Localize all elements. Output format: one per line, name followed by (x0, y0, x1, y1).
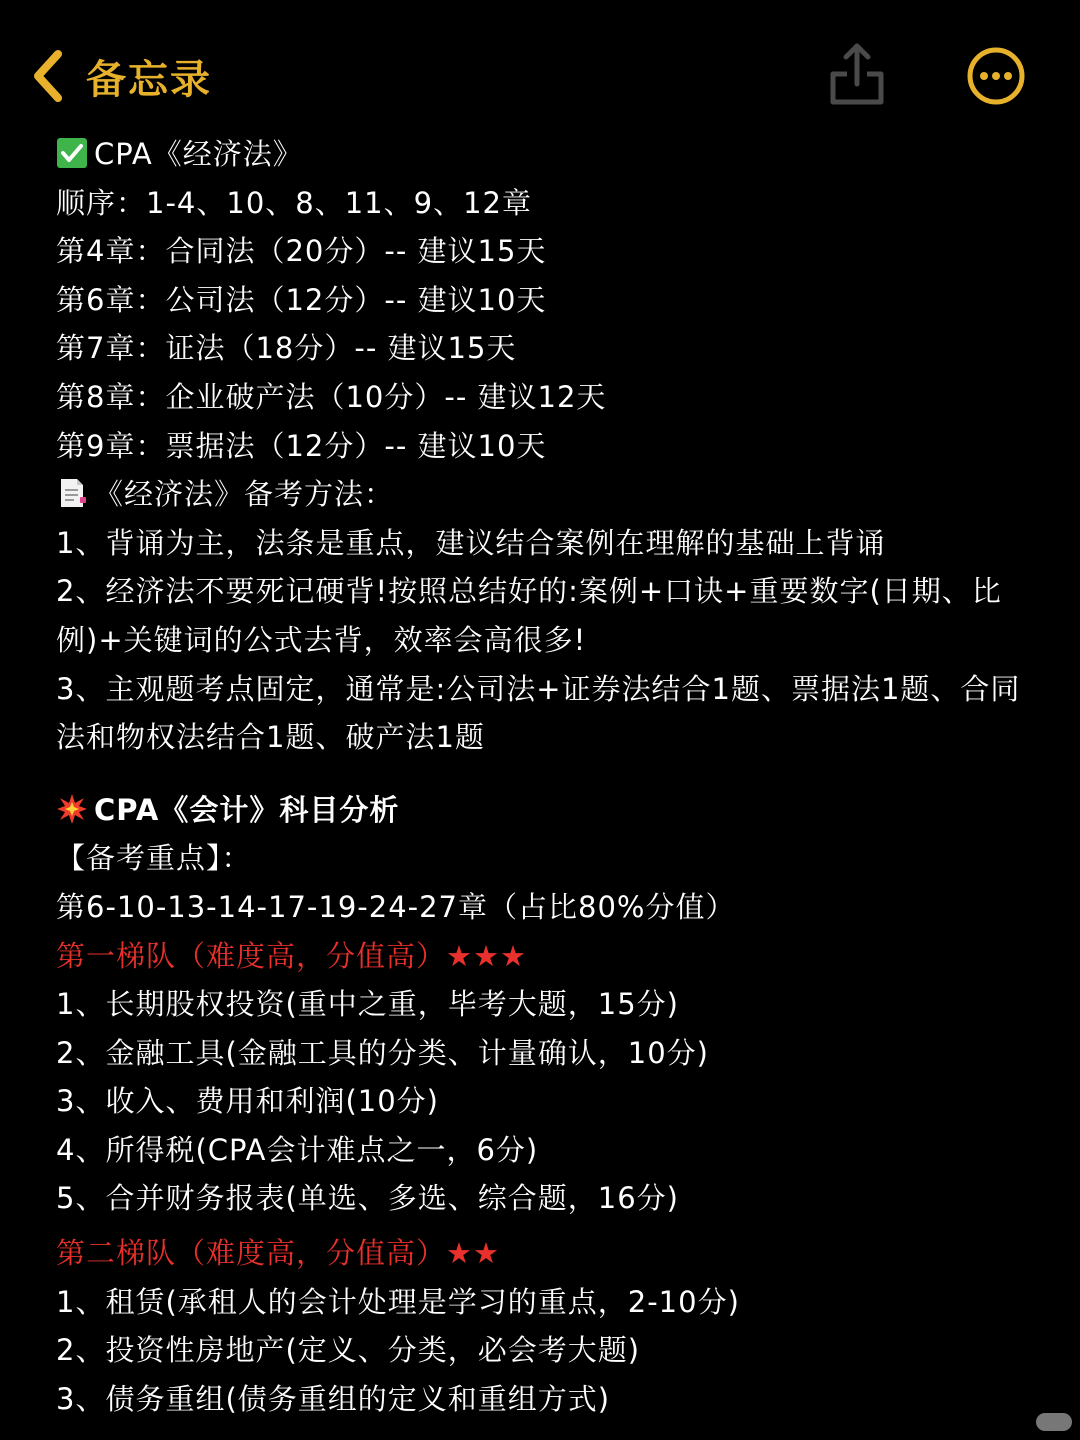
chapter-order: 顺序：1-4、10、8、11、9、12章 (56, 185, 532, 220)
check-box-icon (56, 137, 88, 169)
chapter-line: 第4章：合同法（20分）-- 建议15天 (56, 234, 547, 269)
section-title-law (56, 130, 1046, 179)
tier-item: 2、投资性房地产(定义、分类，必会考大题) (56, 1333, 641, 1368)
ellipsis-circle-icon[interactable] (966, 46, 1026, 106)
back-label: 备忘录 (86, 56, 212, 103)
star-rating: ★★★ (446, 938, 528, 973)
chevron-left-icon (28, 48, 68, 104)
tier-label: 第二梯队（难度高，分值高） (56, 1236, 447, 1271)
section-title-text: CPA《经济法》 (94, 137, 303, 171)
section-title-text: CPA《会计》科目分析 (94, 792, 400, 827)
tier-label: 第一梯队（难度高，分值高） (56, 938, 447, 973)
chapter-line: 第8章：企业破产法（10分）-- 建议12天 (56, 379, 607, 414)
chapter-line: 第7章：证法（18分）-- 建议15天 (56, 331, 517, 366)
tier-item: 2、金融工具(金融工具的分类、计量确认，10分) (56, 1035, 709, 1070)
share-icon[interactable] (828, 38, 886, 110)
chapter-line: 第6章：公司法（12分）-- 建议10天 (56, 282, 547, 317)
focus-chapters: 第6-10-13-14-17-19-24-27章（占比80%分值） (56, 889, 736, 924)
method-title-text: 《经济法》备考方法： (94, 477, 395, 512)
star-rating: ★★ (446, 1236, 501, 1271)
tier-heading (56, 932, 1046, 981)
focus-label: 【备考重点】： (56, 841, 252, 876)
tier-item: 1、租赁(承租人的会计处理是学习的重点，2-10分) (56, 1284, 740, 1319)
navigation-bar (0, 0, 1080, 130)
collision-icon (56, 793, 88, 825)
method-item: 2、经济法不要死记硬背!按照总结好的:案例+口诀+重要数字(日期、比例)+关键词的公式去背，效率会高很多! (56, 574, 1002, 657)
tier-item: 4、所得税(CPA会计难点之一，6分) (56, 1132, 539, 1167)
tier-item: 5、合并财务报表(单选、多选、综合题，16分) (56, 1181, 679, 1216)
method-item: 3、主观题考点固定，通常是:公司法+证券法结合1题、票据法1题、合同法和物权法结合1题、破产法1题 (56, 671, 1021, 755)
chapter-line: 第9章：票据法（12分）-- 建议10天 (56, 428, 547, 463)
tier-heading (56, 1229, 1046, 1278)
tier-item: 3、债务重组(债务重组的定义和重组方式) (56, 1381, 611, 1416)
tier-item: 1、长期股权投资(重中之重，毕考大题，15分) (56, 987, 679, 1022)
section-title-accounting (56, 786, 1046, 835)
back-button[interactable] (28, 40, 212, 112)
watermark (1036, 1413, 1072, 1431)
note-body[interactable] (56, 130, 1046, 1423)
blank-line (56, 762, 1046, 786)
method-title (56, 470, 1046, 519)
memo-icon (56, 477, 88, 509)
method-item: 1、背诵为主，法条是重点，建议结合案例在理解的基础上背诵 (56, 525, 886, 560)
tier-item: 3、收入、费用和利润(10分) (56, 1084, 439, 1119)
